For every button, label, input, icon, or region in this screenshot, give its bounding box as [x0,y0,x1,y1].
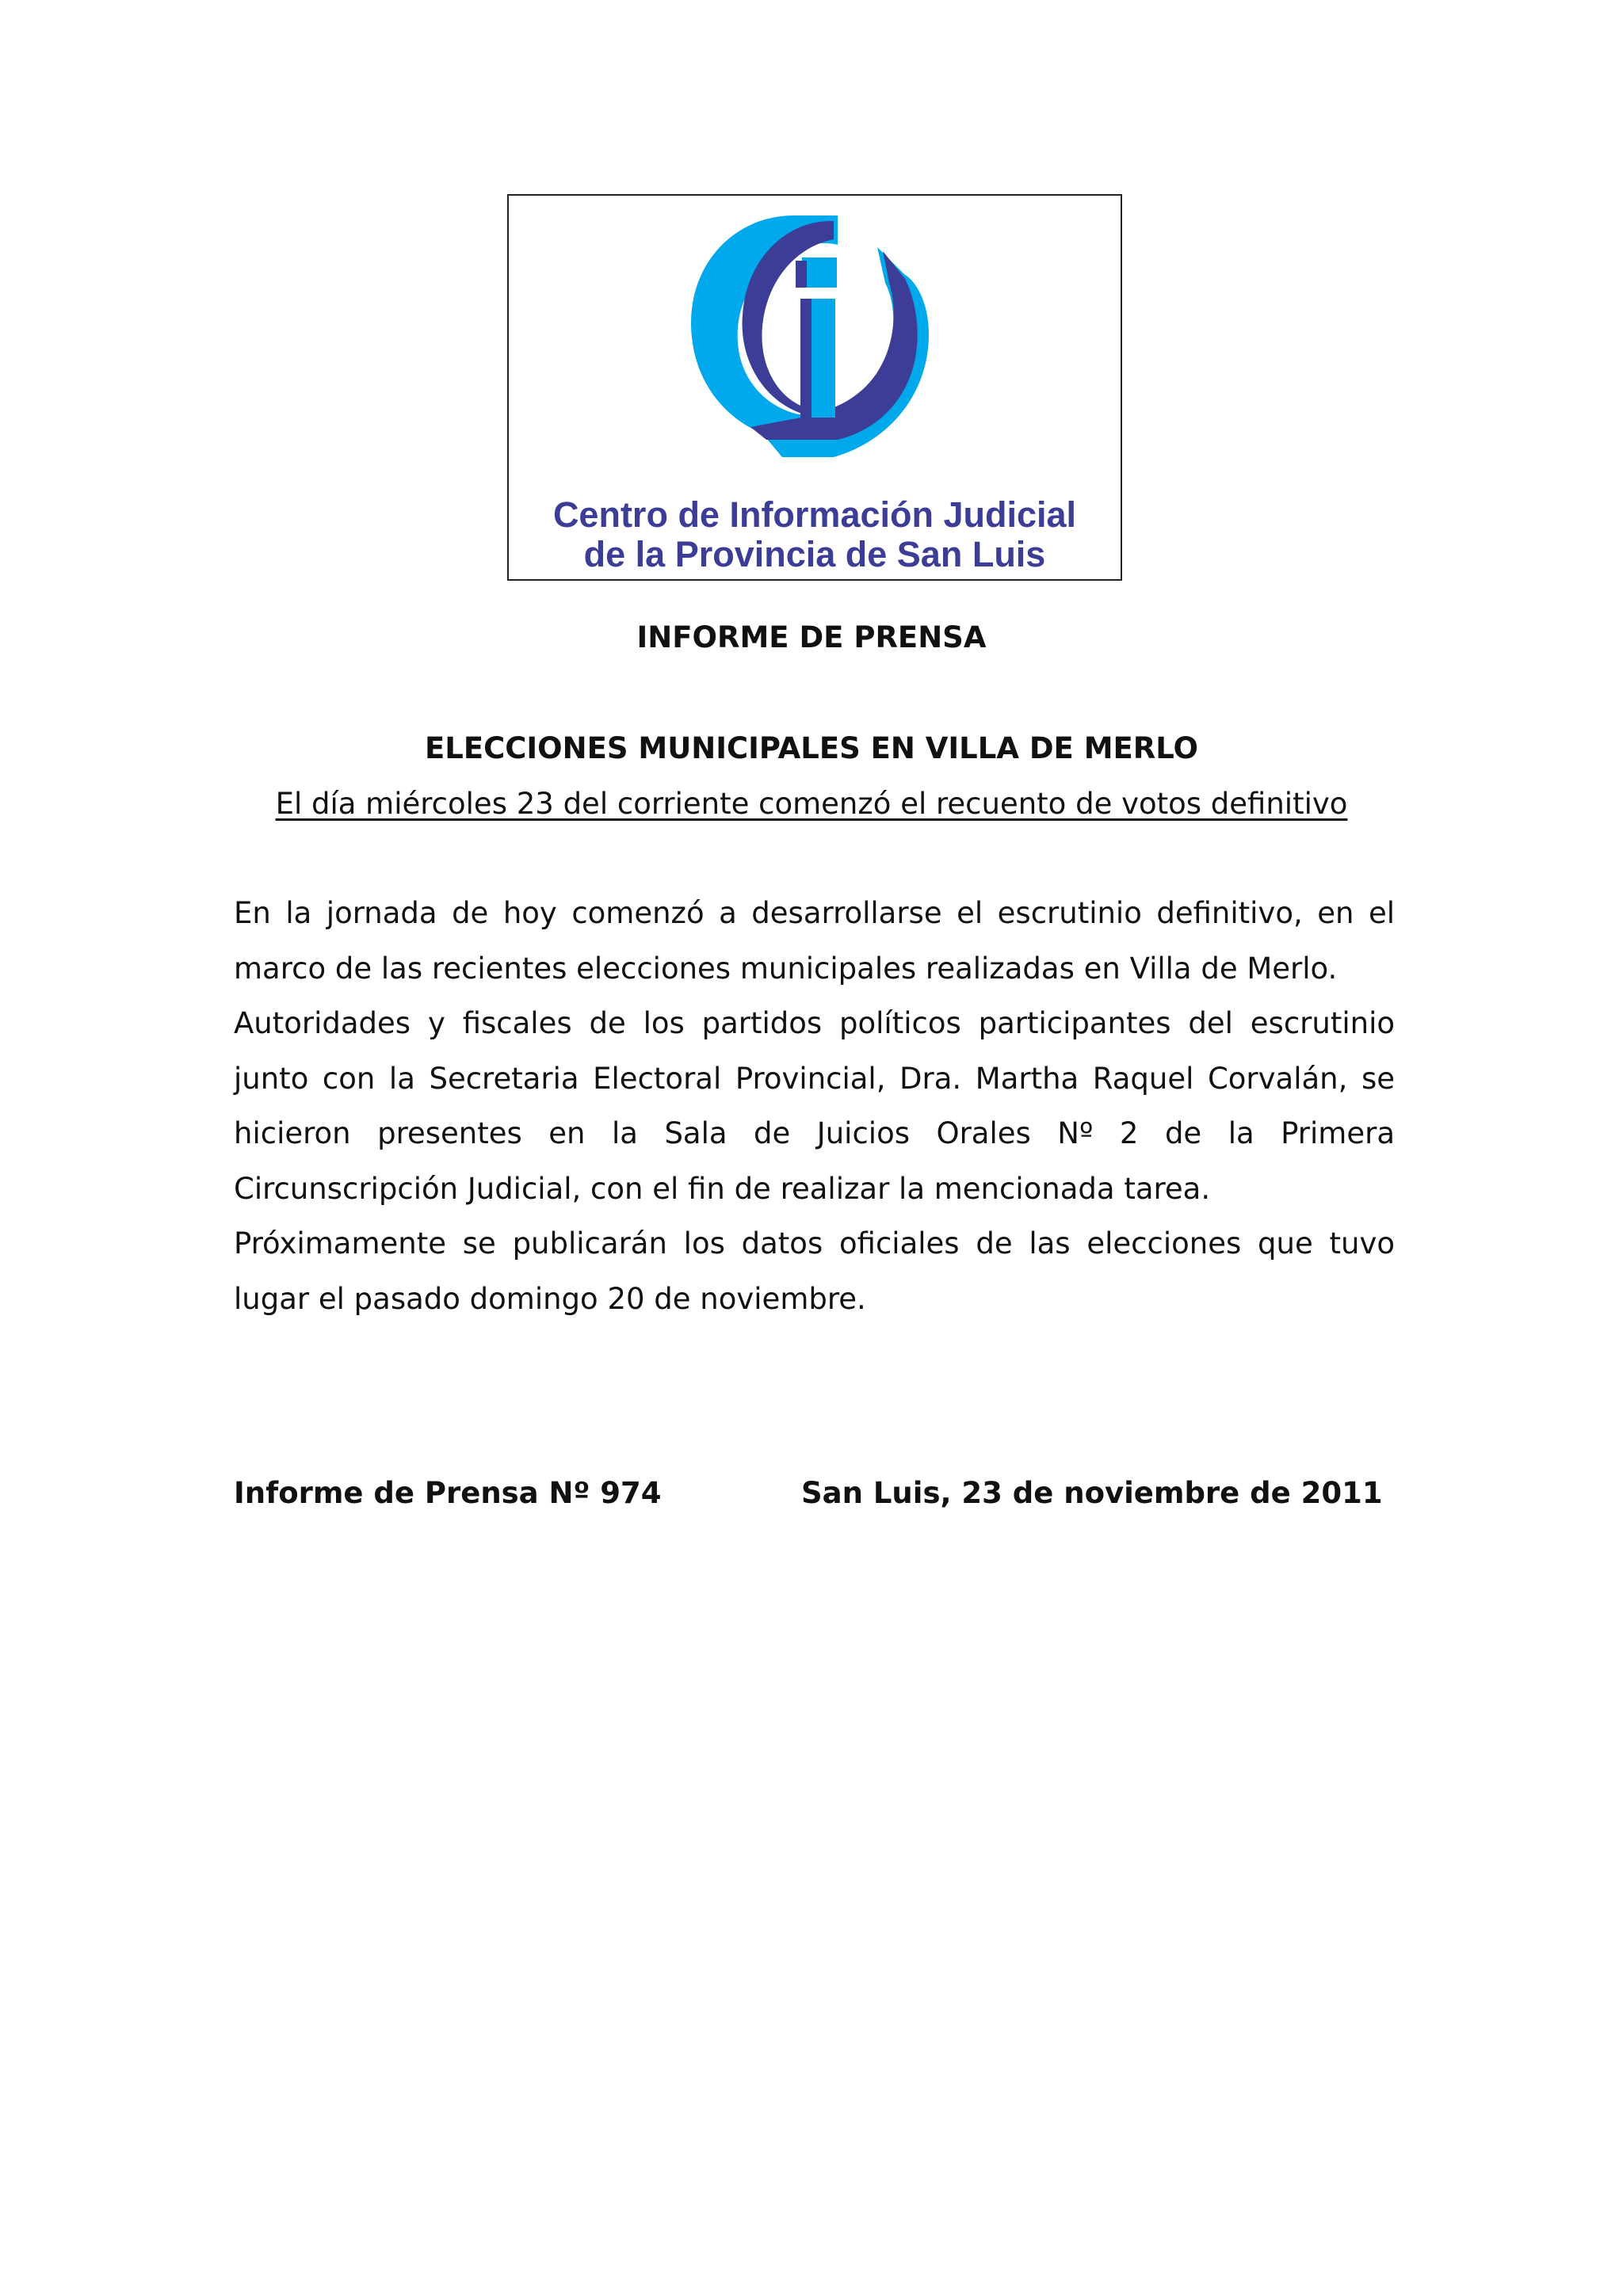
subheadline: El día miércoles 23 del corriente comenzó el recuento de votos definitivo [275,787,1348,821]
report-number: Informe de Prensa Nº 974 [234,1476,662,1510]
logo-box [507,194,1122,581]
place-date: San Luis, 23 de noviembre de 2011 [801,1476,1383,1510]
body-paragraph-2: Autoridades y fiscales de los partidos políticos participantes del escrutinio junto con la Secretaria Electoral Provincial, Dra. Martha Raquel Corvalán, se hicieron presentes en la Sala de Juicios Orales Nº 2 de la Primera Circunscripción Judicial, con el fin de realizar la mencionada tarea. [234,1006,1395,1206]
logo-i-highlight [812,299,835,418]
headline: ELECCIONES MUNICIPALES EN VILLA DE MERLO [424,731,1199,765]
logo-i-dot [802,257,837,288]
logo-text-line2: de la Provincia de San Luis [583,534,1046,574]
body-paragraph-3: Próximamente se publicarán los datos oficiales de las elecciones que tuvo lugar el pasado domingo 20 de noviembre. [234,1226,1395,1316]
logo-i-dot-shadow [796,261,807,288]
body-paragraph-1: En la jornada de hoy comenzó a desarrollarse el escrutinio definitivo, en el marco de las recientes elecciones municipales realizadas en Villa de Merlo. [234,896,1395,986]
cij-logo-icon [675,204,953,481]
logo-text-line1: Centro de Información Judicial [552,494,1077,535]
body-text [234,886,1395,1326]
report-title: INFORME DE PRENSA [636,620,987,654]
